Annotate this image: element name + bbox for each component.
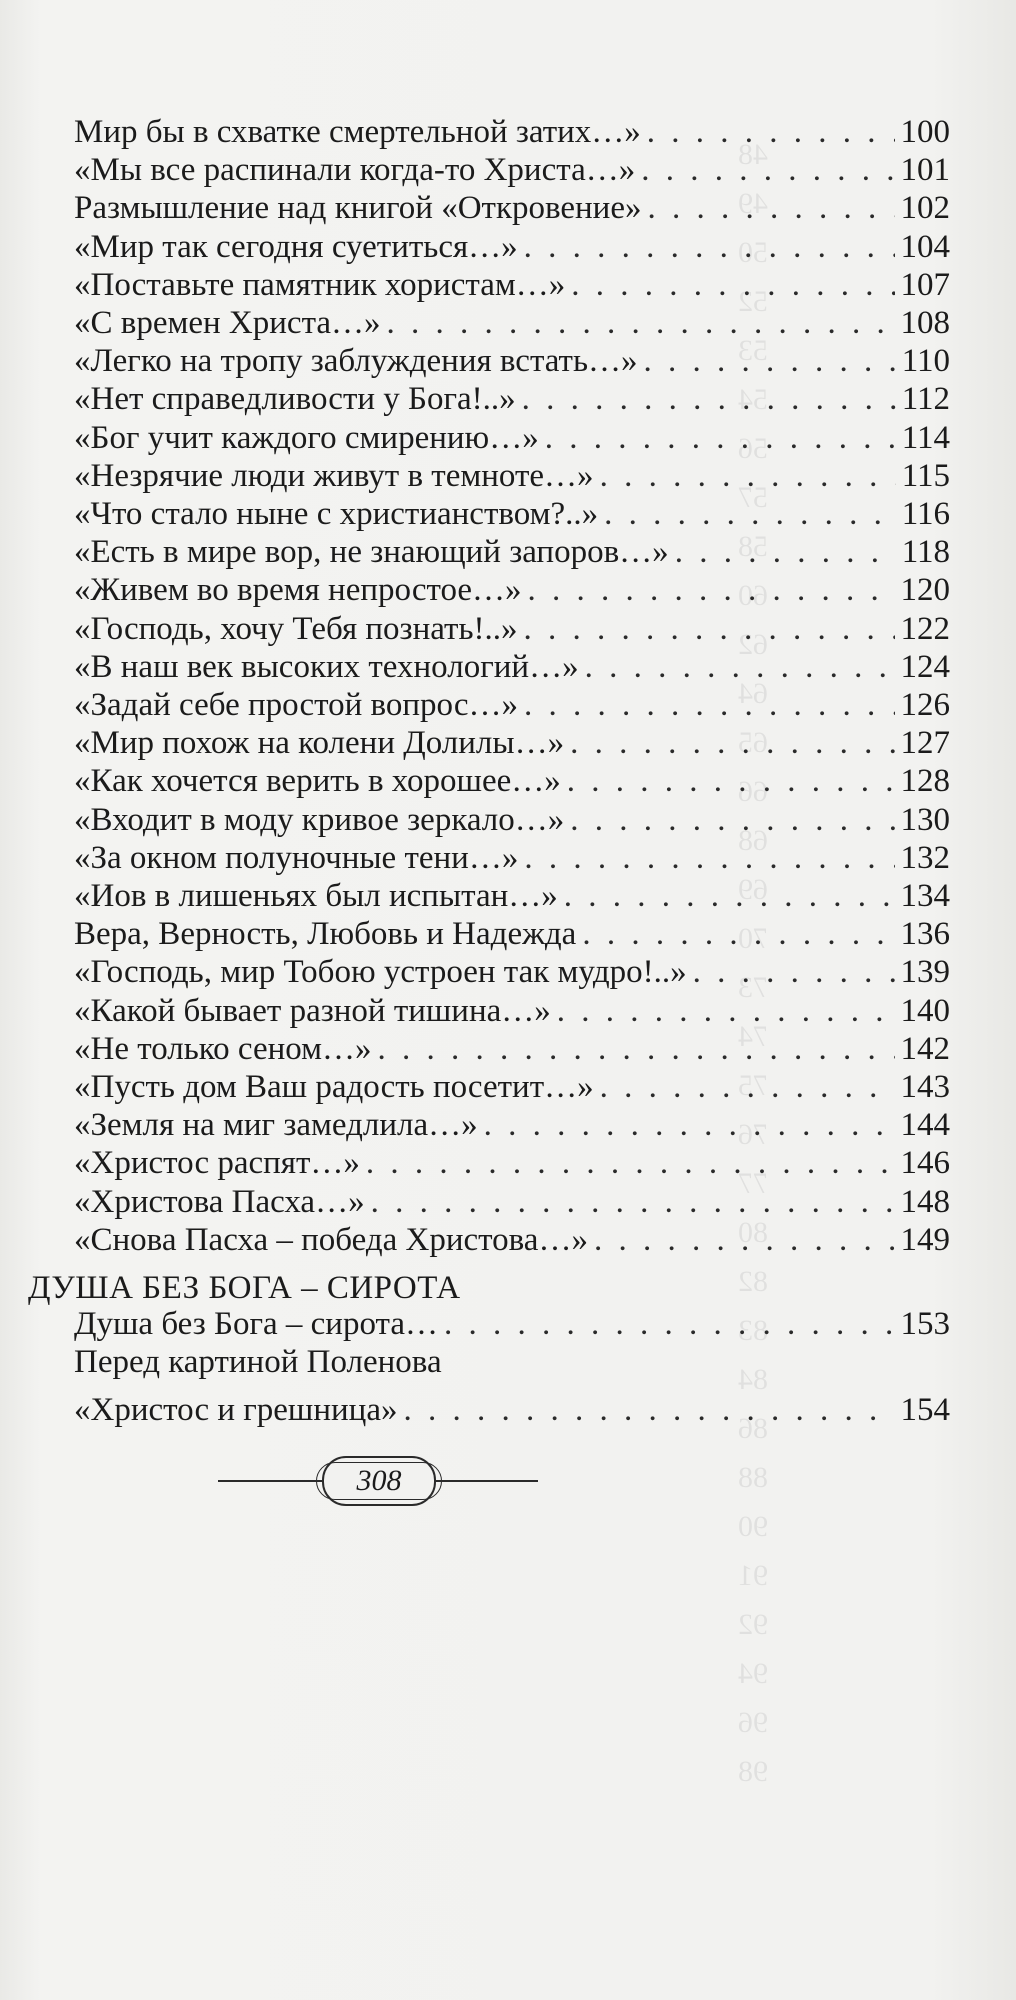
show-through-number: 48 — [738, 138, 768, 171]
show-through-number: 62 — [738, 628, 768, 661]
entry-page: 144 — [900, 1107, 950, 1144]
show-through-number: 69 — [738, 873, 768, 906]
toc-entry — [74, 1390, 950, 1430]
show-through-number: 74 — [738, 1020, 768, 1053]
show-through-number: 96 — [738, 1706, 768, 1739]
dot-leader — [522, 379, 896, 419]
entry-page: 112 — [901, 381, 950, 418]
toc-entry — [74, 150, 950, 190]
toc-entry — [74, 112, 950, 152]
entry-page: 101 — [900, 152, 950, 189]
section-heading: ДУША БЕЗ БОГА – СИРОТА — [28, 1270, 461, 1306]
toc-entry — [74, 456, 950, 496]
show-through-number: 49 — [738, 187, 768, 220]
entry-title: «С времен Христа…» — [74, 305, 381, 341]
entry-title: «Иов в лишеньях был испытан…» — [74, 878, 558, 914]
toc-entry — [74, 341, 950, 381]
toc-entry — [74, 685, 950, 725]
toc-entry — [74, 952, 950, 992]
show-through-number: 56 — [738, 432, 768, 465]
entry-page: 132 — [900, 839, 950, 876]
dot-leader — [570, 800, 894, 840]
toc-entry — [74, 494, 950, 534]
entry-page: 130 — [900, 801, 950, 838]
show-through-number: 64 — [738, 677, 768, 710]
entry-title: «Не только сеном…» — [74, 1030, 372, 1067]
entry-page: 148 — [900, 1183, 950, 1220]
dot-leader — [600, 1067, 895, 1107]
entry-title: Мир бы в схватке смертельной затих…» — [74, 114, 641, 150]
entry-title: «Пусть дом Ваш радость посетит…» — [74, 1069, 594, 1105]
entry-page: 102 — [900, 190, 950, 227]
entry-page: 134 — [900, 878, 950, 914]
show-through-number: 83 — [738, 1314, 768, 1347]
dot-leader — [387, 303, 895, 343]
entry-title: «Как хочется верить в хорошее…» — [74, 763, 561, 800]
entry-title: «Христова Пасха…» — [74, 1183, 365, 1220]
dot-leader — [582, 914, 894, 954]
entry-page: 128 — [900, 763, 950, 800]
toc-entry — [74, 1067, 950, 1107]
entry-title: «Мир похож на колени Долилы…» — [74, 725, 565, 762]
page-number: 308 — [356, 1464, 402, 1497]
show-through-number: 50 — [738, 236, 768, 269]
show-through-number: 90 — [738, 1510, 768, 1543]
entry-page: 139 — [900, 954, 950, 991]
show-through-number: 75 — [738, 1069, 768, 1102]
toc-entry — [74, 532, 950, 572]
dot-leader — [378, 1029, 895, 1069]
entry-title: «Поставьте памятник хористам…» — [74, 266, 566, 303]
entry-page: 127 — [900, 725, 950, 762]
entry-page: 146 — [900, 1145, 950, 1182]
dot-leader — [641, 150, 894, 190]
dot-leader — [557, 991, 895, 1031]
toc-entry — [74, 876, 950, 916]
entry-page: 118 — [901, 534, 950, 571]
entry-page: 104 — [900, 228, 950, 265]
dot-leader — [524, 838, 894, 878]
show-through-number: 98 — [738, 1755, 768, 1788]
entry-page: 149 — [900, 1221, 950, 1258]
toc-entry — [74, 761, 950, 801]
toc-entry — [74, 723, 950, 763]
entry-title: «Христос распят…» — [74, 1145, 360, 1182]
toc-entry — [74, 303, 950, 343]
show-through-number: 86 — [738, 1412, 768, 1445]
show-through-number: 58 — [738, 530, 768, 563]
entry-page: 116 — [901, 496, 950, 532]
entry-title: Душа без Бога – сирота… — [74, 1306, 438, 1342]
entry-title: «Есть в мире вор, не знающий запоров…» — [74, 534, 669, 571]
show-through-number: 60 — [738, 579, 768, 612]
entry-title: «Христос и грешница» — [74, 1392, 398, 1428]
entry-title: «Мы все распинали когда-то Христа…» — [74, 152, 636, 189]
entry-title: «Снова Пасха – победа Христова…» — [74, 1221, 588, 1258]
entry-title: «Входит в моду кривое зеркало…» — [74, 801, 565, 838]
toc-entry — [74, 379, 950, 419]
toc-entry — [74, 227, 950, 267]
show-through-number: 53 — [738, 334, 768, 367]
show-through-number: 73 — [738, 971, 768, 1004]
entry-title: «Мир так сегодня суетиться…» — [74, 228, 518, 265]
toc-entry — [74, 609, 950, 649]
entry-title: «Легко на тропу заблуждения встать…» — [74, 343, 638, 380]
dot-leader — [571, 265, 894, 305]
show-through-number: 52 — [738, 285, 768, 318]
dot-leader — [484, 1105, 895, 1145]
entry-page: 154 — [900, 1392, 950, 1428]
entry-page: 124 — [900, 648, 950, 685]
entry-page: 115 — [901, 457, 950, 494]
show-through-number: 94 — [738, 1657, 768, 1690]
entry-page: 120 — [900, 572, 950, 609]
toc-entry — [74, 1304, 950, 1344]
dot-leader — [403, 1390, 894, 1430]
dot-leader — [528, 570, 895, 610]
entry-title: Размышление над книгой «Откровение» — [74, 190, 642, 227]
toc-entry — [74, 1105, 950, 1145]
show-through-number: 54 — [738, 383, 768, 416]
dot-leader — [524, 685, 895, 725]
toc-entry — [74, 647, 950, 687]
show-through-number: 77 — [738, 1167, 768, 1200]
page-number-badge — [322, 1456, 436, 1506]
show-through-number: 66 — [738, 775, 768, 808]
toc-entry — [74, 188, 950, 228]
dot-leader — [600, 456, 896, 496]
dot-leader — [585, 647, 895, 687]
entry-page: 143 — [900, 1069, 950, 1105]
toc-entry — [74, 991, 950, 1031]
toc-entry — [74, 570, 950, 610]
entry-page: 142 — [900, 1030, 950, 1067]
entry-page: 114 — [901, 419, 950, 456]
entry-title: «Земля на миг замедлила…» — [74, 1107, 478, 1144]
entry-title: «Какой бывает разной тишина…» — [74, 992, 551, 1029]
dot-leader — [693, 952, 895, 992]
dot-leader — [564, 876, 895, 916]
show-through-number: 92 — [738, 1608, 768, 1641]
toc-entry — [74, 1029, 950, 1069]
toc-entry-title-only: Перед картиной Поленова — [74, 1344, 442, 1380]
dot-leader — [524, 227, 895, 267]
entry-page: 140 — [900, 992, 950, 1029]
entry-title: «Живем во время непростое…» — [74, 572, 522, 609]
toc-entry — [74, 914, 950, 954]
dot-leader — [366, 1143, 895, 1183]
entry-title: «Господь, мир Тобою устроен так мудро!..» — [74, 954, 687, 991]
show-through-number: 57 — [738, 481, 768, 514]
show-through-number: 84 — [738, 1363, 768, 1396]
entry-title: «Нет справедливости у Бога!..» — [74, 381, 516, 418]
dot-leader — [644, 341, 896, 381]
entry-title: Вера, Верность, Любовь и Надежда — [74, 916, 577, 953]
dot-leader — [594, 1220, 895, 1260]
dot-leader — [444, 1304, 895, 1344]
show-through-number: 80 — [738, 1216, 768, 1249]
entry-title: «В наш век высоких технологий…» — [74, 648, 579, 685]
toc-entry — [74, 1220, 950, 1260]
show-through-number: 88 — [738, 1461, 768, 1494]
dot-leader — [567, 761, 895, 801]
toc-entry — [74, 1182, 950, 1222]
entry-title: «Незрячие люди живут в темноте…» — [74, 457, 594, 494]
entry-title: «Бог учит каждого смирению…» — [74, 419, 539, 456]
dot-leader — [675, 532, 896, 572]
entry-page: 136 — [900, 916, 950, 953]
entry-page: 110 — [901, 343, 950, 380]
toc-entry — [74, 1143, 950, 1183]
entry-title: «За окном полуночные тени…» — [74, 839, 519, 876]
show-through-number: 65 — [738, 726, 768, 759]
toc-entry — [74, 838, 950, 878]
entry-page: 153 — [900, 1306, 950, 1342]
entry-page: 126 — [900, 687, 950, 723]
entry-page: 122 — [900, 610, 950, 647]
dot-leader — [604, 494, 896, 534]
entry-title: «Господь, хочу Тебя познать!..» — [74, 610, 518, 647]
entry-title: «Что стало ныне с христианством?..» — [74, 496, 599, 532]
toc-entry — [74, 265, 950, 305]
show-through-number: 76 — [738, 1118, 768, 1151]
dot-leader — [545, 418, 896, 458]
toc-entry — [74, 418, 950, 458]
dot-leader — [570, 723, 894, 763]
entry-title: «Задай себе простой вопрос…» — [74, 687, 518, 723]
dot-leader — [371, 1182, 895, 1222]
footer-rule-left — [218, 1480, 328, 1482]
dot-leader — [524, 609, 895, 649]
entry-page: 108 — [900, 305, 950, 341]
dot-leader — [647, 188, 894, 228]
show-through-number: 82 — [738, 1265, 768, 1298]
entry-page: 100 — [900, 114, 950, 150]
footer-rule-right — [428, 1480, 538, 1482]
show-through-number: 91 — [738, 1559, 768, 1592]
show-through-number: 68 — [738, 824, 768, 857]
dot-leader — [647, 112, 895, 152]
toc-entry — [74, 800, 950, 840]
show-through-number: 70 — [738, 922, 768, 955]
entry-page: 107 — [900, 266, 950, 303]
